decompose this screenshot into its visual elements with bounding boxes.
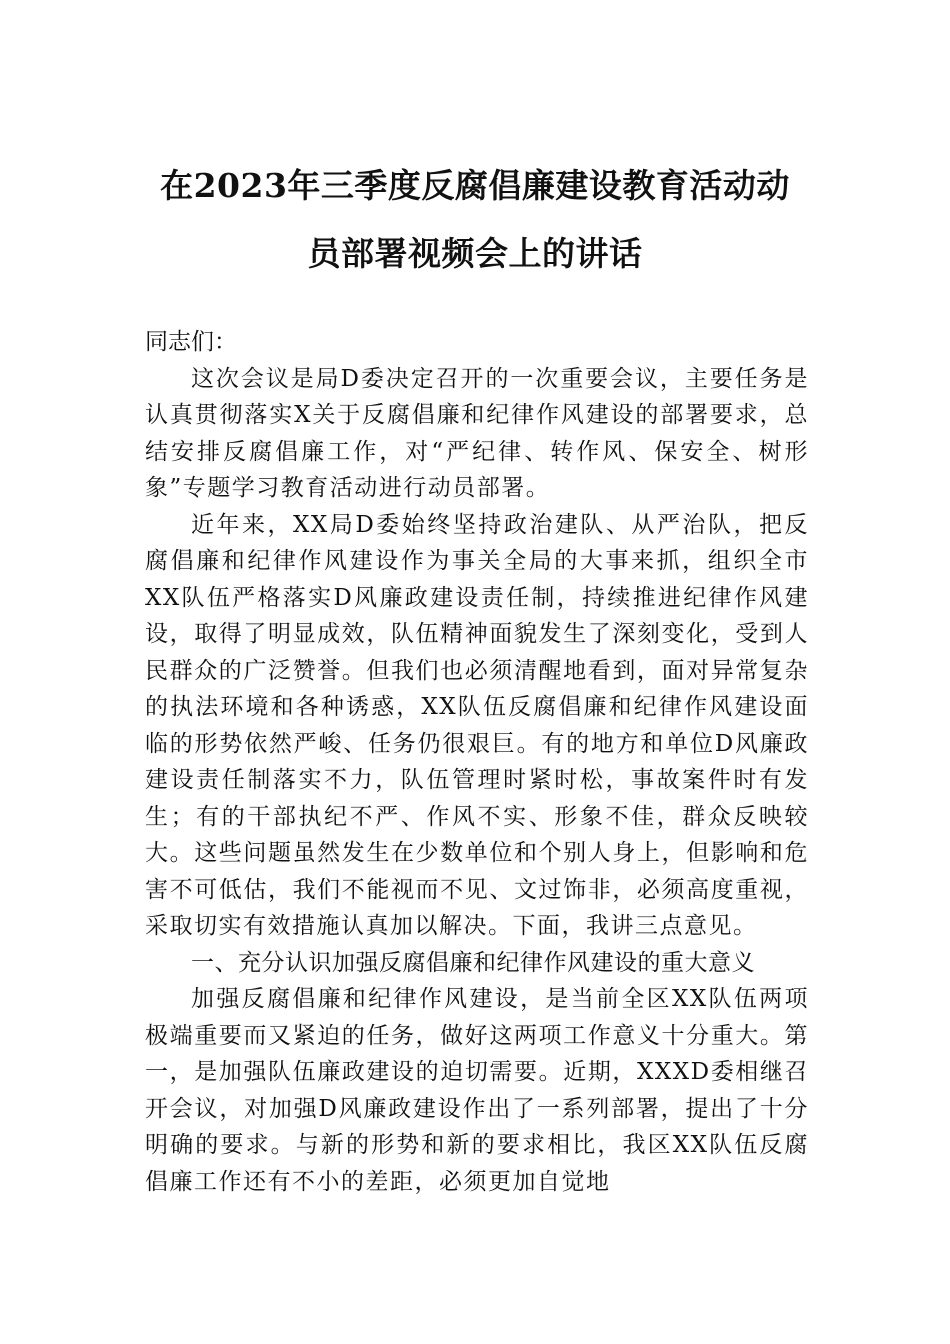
document-title-line-2: 员部署视频会上的讲话 [307, 234, 643, 273]
document-title-line-1: 在2023年三季度反腐倡廉建设教育活动动 [160, 166, 790, 205]
salutation: 同志们： [145, 329, 237, 355]
section-1-paragraph: 加强反腐倡廉和纪律作风建设，是当前全区XX队伍两项极端重要而又紧迫的任务，做好这两项工作意义十分重大。第一，是加强队伍廉政建设的迫切需要。近期，XXXD委相继召开会议，对加强D风廉政建设作出了一系列部署，提出了十分明确的要求。与新的形势和新的要求相比，我区XX队伍反腐倡廉工作还有不小的差距，必须更加自觉地 [145, 986, 809, 1195]
section-heading-1: 一、充分认识加强反腐倡廉和纪律作风建设的重大意义 [191, 949, 755, 976]
document-body [145, 324, 809, 1200]
paragraph-1: 这次会议是局D委决定召开的一次重要会议，主要任务是认真贯彻落实X关于反腐倡廉和纪律作风建设的部署要求，总结安排反腐倡廉工作，对“严纪律、转作风、保安全、树形象”专题学习教育活动进行动员部署。 [145, 365, 809, 501]
paragraph-2: 近年来，XX局D委始终坚持政治建队、从严治队，把反腐倡廉和纪律作风建设作为事关全局的大事来抓，组织全市XX队伍严格落实D风廉政建设责任制，持续推进纪律作风建设，取得了明显成效，队伍精神面貌发生了深刻变化，受到人民群众的广泛赞誉。但我们也必须清醒地看到，面对异常复杂的执法环境和各种诱惑，XX队伍反腐倡廉和纪律作风建设面临的形势依然严峻、任务仍很艰巨。有的地方和单位D风廉政建设责任制落实不力，队伍管理时紧时松，事故案件时有发生；有的干部执纪不严、作风不实、形象不佳，群众反映较大。这些问题虽然发生在少数单位和个别人身上，但影响和危害不可低估，我们不能视而不见、文过饰非，必须高度重视，采取切实有效措施认真加以解决。下面，我讲三点意见。 [145, 511, 809, 939]
